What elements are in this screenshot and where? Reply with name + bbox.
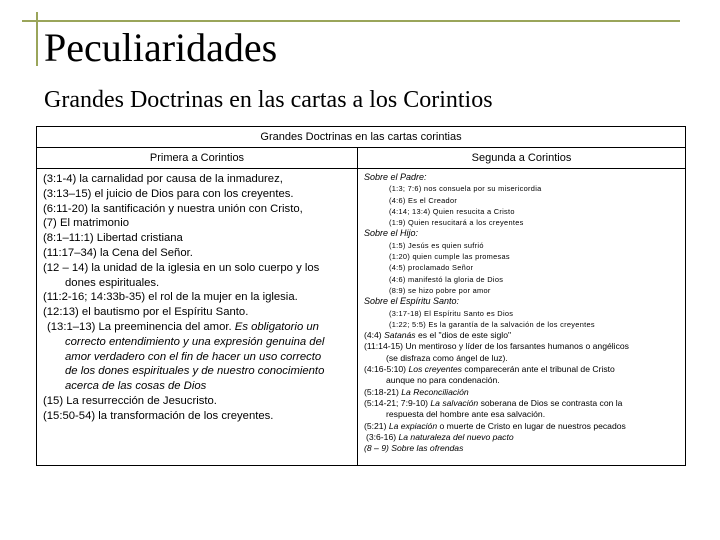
doctrine-line: respuesta del hombre ante esa salvación. [386, 409, 546, 420]
doctrine-line: (6:11-20) la santificación y nuestra unión con Cristo, [43, 202, 303, 215]
section-heading: Sobre el Hijo: [364, 228, 419, 239]
doctrine-line: (se disfraza como ángel de luz). [386, 352, 508, 363]
doctrine-emphasis: Satanás [384, 330, 416, 341]
doctrines-table [36, 126, 686, 466]
doctrine-line [364, 432, 681, 443]
doctrine-line: (1:22; 5:5) Es la garantía de la salvación de los creyentes [389, 319, 595, 329]
doctrine-line [43, 379, 351, 394]
doctrine-line: (1:3; 7:6) nos consuela por su misericordia [389, 184, 542, 194]
doctrine-line [43, 364, 351, 379]
doctrine-line: (12:13) el bautismo por el Espíritu Santo. [43, 306, 249, 319]
second-corinthians-cell [358, 169, 685, 465]
doctrine-line: (8:1–11:1) Libertad cristiana [43, 232, 183, 245]
doctrine-emphasis: acerca de las cosas de Dios [65, 380, 207, 393]
doctrine-line: (3:17-18) El Espíritu Santo es Dios [389, 308, 514, 318]
doctrine-ref: (5:21) [364, 420, 387, 431]
doctrine-line: (11:17–34) la Cena del Señor. [43, 246, 193, 259]
doctrine-line: (11:2-16; 14:33b-35) el rol de la mujer en la iglesia. [43, 291, 298, 304]
doctrine-line [43, 335, 351, 350]
doctrine-ref: (13:1–13) La preeminencia del amor. [47, 320, 232, 333]
doctrine-line [364, 421, 681, 432]
doctrine-line: (1:5) Jesús es quien sufrió [389, 240, 484, 250]
doctrine-line: aunque no para condenación. [386, 375, 500, 386]
doctrine-ref: (4:4) [364, 330, 382, 341]
slide-title: Peculiaridades [44, 25, 278, 70]
doctrine-text: soberana de Dios se contrasta con la [480, 397, 623, 408]
doctrine-line [43, 320, 351, 335]
doctrine-line [43, 350, 351, 365]
decorative-left-rule [36, 12, 38, 66]
doctrine-emphasis: de los dones espirituales y de nuestro conocimiento [65, 365, 325, 378]
doctrine-emphasis: La salvación [430, 397, 479, 408]
doctrine-emphasis: Es obligatorio un [234, 320, 319, 333]
column-header-second-corinthians: Segunda a Corintios [471, 152, 572, 164]
doctrine-text: comparecerán ante el tribunal de Cristo [464, 364, 615, 375]
doctrine-ref: (4:16-5:10) [364, 364, 407, 375]
doctrine-line [364, 398, 681, 409]
doctrine-line: (3:13–15) el juicio de Dios para con los creyentes. [43, 187, 294, 200]
doctrine-line [364, 443, 681, 454]
doctrine-line: (11:14-15) Un mentiroso y líder de los farsantes humanos o angélicos [364, 341, 629, 352]
doctrine-line: (4:5) proclamado Señor [389, 263, 474, 273]
doctrine-line [364, 387, 681, 398]
doctrine-line: dones espirituales. [65, 276, 160, 289]
column-header-first-corinthians: Primera a Corintios [37, 148, 358, 168]
doctrine-ref: (3:6-16) [366, 431, 397, 442]
doctrine-emphasis: amor verdadero con el fin de hacer un uso correcto [65, 350, 322, 363]
doctrine-line: (15) La resurrección de Jesucristo. [43, 394, 217, 407]
doctrine-ref: (5:18-21) [364, 386, 399, 397]
doctrine-line: (1:9) Quien resucitará a los creyentes [389, 218, 524, 228]
decorative-top-rule [22, 20, 680, 22]
doctrine-emphasis: La naturaleza del nuevo pacto [398, 431, 514, 442]
doctrine-line: (7) El matrimonio [43, 217, 130, 230]
slide-subtitle: Grandes Doctrinas en las cartas a los Corintios [44, 87, 493, 113]
column-header-row [37, 148, 685, 169]
doctrine-text: o muerte de Cristo en lugar de nuestros pecados [439, 420, 626, 431]
doctrine-ref: (5:14-21; 7:9-10) [364, 397, 429, 408]
doctrine-emphasis: correcto entendimiento y una expresión genuina del [65, 335, 325, 348]
doctrine-emphasis: La expiación [388, 420, 438, 431]
doctrine-line: (8:9) se hizo pobre por amor [389, 285, 491, 295]
doctrine-line: (3:1-4) la carnalidad por causa de la inmadurez, [43, 173, 283, 185]
table-title: Grandes Doctrinas en las cartas corintias [37, 127, 685, 148]
doctrine-emphasis: La Reconciliación [401, 386, 469, 397]
section-heading: Sobre el Padre: [364, 172, 427, 182]
doctrine-line [364, 330, 681, 341]
doctrine-text: es el "dios de este siglo" [418, 330, 512, 341]
doctrine-line: (4:6) Es el Creador [389, 195, 458, 205]
doctrine-line: (4:6) manifestó la gloria de Dios [389, 274, 504, 284]
doctrine-emphasis: Los creyentes [408, 364, 462, 375]
doctrine-line [364, 364, 681, 375]
doctrine-line: (15:50-54) la transformación de los creyentes. [43, 409, 274, 422]
doctrine-line: (1:20) quien cumple las promesas [389, 252, 510, 262]
table-body-row [37, 169, 685, 465]
section-heading: Sobre el Espíritu Santo: [364, 296, 460, 307]
first-corinthians-cell [37, 169, 358, 465]
doctrine-emphasis: (8 – 9) Sobre las ofrendas [364, 443, 464, 454]
doctrine-line: (4:14; 13:4) Quien resucita a Cristo [389, 206, 515, 216]
doctrine-line: (12 – 14) la unidad de la iglesia en un solo cuerpo y los [43, 261, 320, 274]
